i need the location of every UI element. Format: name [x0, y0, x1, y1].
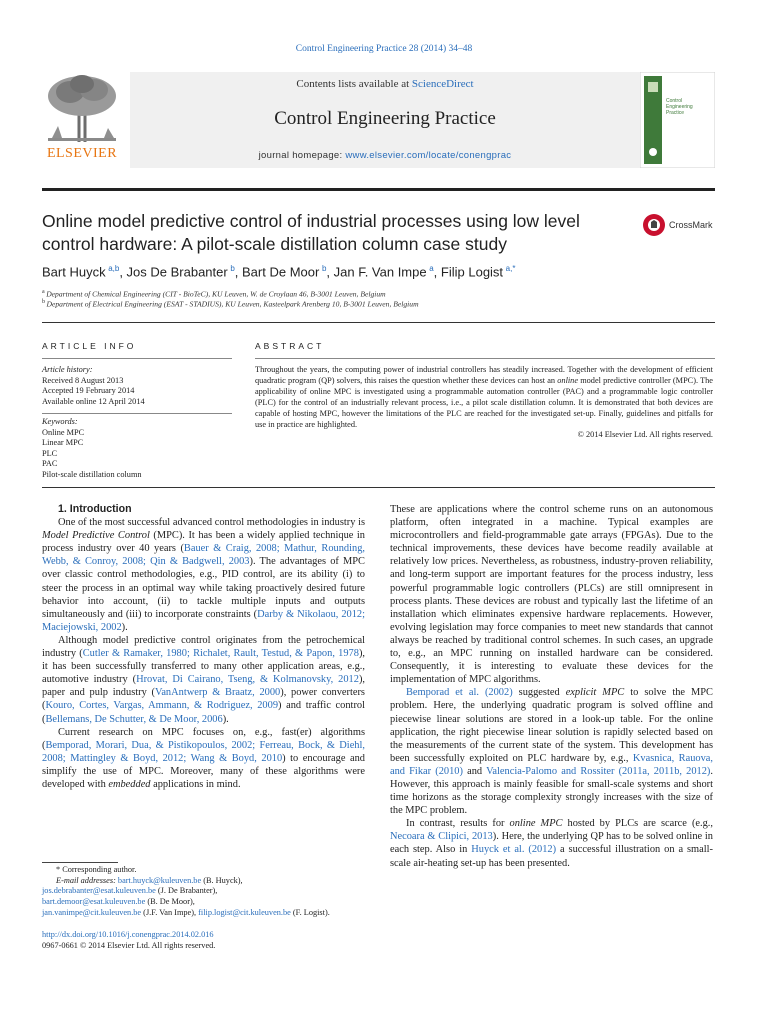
journal-cover-thumbnail[interactable]	[640, 72, 715, 168]
text-run: hosted by PLCs are scarce (e.g.,	[562, 818, 714, 830]
text-run: suggested	[512, 687, 566, 699]
keywords-rule	[42, 413, 232, 414]
keyword-item: Linear MPC	[42, 438, 84, 448]
journal-title: Control Engineering Practice	[274, 108, 496, 129]
paragraph	[390, 817, 713, 869]
elsevier-logo[interactable]	[42, 72, 122, 164]
keyword-item: Pilot-scale distillation column	[42, 469, 142, 479]
keywords-block	[42, 417, 232, 481]
journal-banner	[130, 72, 640, 168]
text-run: a successful illustration on a small-scale air-heating set-up has been presented.	[390, 844, 713, 869]
text-run: applications in mind.	[150, 778, 241, 790]
author-affil-sup[interactable]: b	[230, 264, 235, 273]
sciencedirect-link[interactable]: ScienceDirect	[411, 78, 474, 90]
email-owner: (F. Logist).	[290, 907, 330, 917]
homepage-prefix: journal homepage:	[258, 150, 346, 161]
body-column-left	[42, 503, 365, 791]
text-run: Although model predictive control originates from the petrochemical industry (	[42, 634, 365, 660]
keyword-item: PAC	[42, 459, 58, 469]
keyword-item: PLC	[42, 448, 58, 458]
corresponding-author-note: * Corresponding author.	[56, 865, 137, 874]
history-received: Received 8 August 2013	[42, 375, 124, 385]
history-online: Available online 12 April 2014	[42, 396, 145, 406]
cover-title-line1: Control	[666, 98, 683, 104]
abstract-rule	[255, 358, 715, 359]
text-run: ).	[222, 713, 229, 725]
abstract-heading: ABSTRACT	[255, 341, 325, 351]
author-list: Bart Huyck $^{a,b}$, Jos De Brabanter $^b$, Bart De Moor $^b$, Jan F. Van Impe $^a$, Filip Logist $^{a,*}$	[42, 264, 516, 280]
email-line	[42, 886, 372, 897]
affiliation-sup: a	[42, 289, 45, 295]
text-run: ), paper and pulp industry (	[42, 674, 365, 699]
affiliation	[42, 289, 715, 299]
doi-link[interactable]: http://dx.doi.org/10.1016/j.conengprac.2014.02.016	[42, 930, 214, 939]
section-heading: 1. Introduction	[58, 503, 132, 515]
citation-link[interactable]: Valencia-Palomo and Rossiter (2011a, 2011b, 2012)	[486, 765, 711, 777]
text-run: ) and traffic control (	[42, 700, 365, 725]
email-owner: (B. De Moor),	[145, 897, 195, 907]
text-run: One of the most successful advanced control methodologies in industry is	[58, 517, 365, 529]
email-owner: (B. Huyck),	[201, 875, 243, 885]
email-link[interactable]: filip.logist@cit.kuleuven.be	[198, 907, 291, 917]
issn-copyright: 0967-0661 © 2014 Elsevier Ltd. All rights reserved.	[42, 940, 216, 950]
text-run: ), power converters (	[42, 687, 365, 712]
history-label: Article history:	[42, 365, 93, 374]
crossmark-badge[interactable]	[640, 212, 716, 238]
abstract-text: model predictive controller (MPC). The applicability of online MPC is investigated using a programmable automation controller (PAC) and a programmable logic controller (PLC) for the control of an industrially relevant process, i.e., a pilot scale distillation column. It is demonstrated that both devices are capable of hosting MPC, however the limitations of the PLC are reached for the investigated set-up. Finally, guidelines and pitfalls for use in practice are highlighted.	[255, 375, 713, 429]
keyword-item: Online MPC	[42, 427, 85, 437]
text-run: ). Here, the underlying QP has to be solved online in each step. Also in	[390, 831, 713, 856]
author-name[interactable]: Bart De Moor	[242, 264, 320, 280]
email-line	[42, 876, 372, 887]
author-affil-sup[interactable]: a	[429, 264, 434, 273]
text-run: (MPC). It has been a widely applied technique in process industry over 40 years (	[42, 530, 365, 555]
crossmark-label: CrossMark	[669, 220, 713, 230]
abstract-text: Throughout the years, the computing power of industrial controllers has steadily increased. Together with the development of efficient quadratic program (QP) solvers, this raises the question whether these devices can host an	[255, 365, 713, 385]
text-emphasis: explicit MPC	[565, 687, 625, 699]
article-history	[42, 365, 232, 407]
author-name[interactable]: Bart Huyck	[42, 264, 106, 280]
publisher-logo-text: ELSEVIER	[46, 146, 118, 161]
email-line	[42, 897, 372, 908]
citation-link[interactable]: VanAntwerp & Braatz, 2000	[154, 687, 281, 699]
email-link[interactable]: bart.huyck@kuleuven.be	[117, 875, 202, 885]
paragraph	[42, 726, 365, 791]
footnote-divider	[42, 862, 118, 863]
cover-title-line3: Practice	[666, 110, 685, 116]
article-info-rule	[42, 358, 232, 359]
citation-link[interactable]: Bemporad et al. (2002)	[406, 687, 513, 699]
author-name[interactable]: Jos De Brabanter	[126, 264, 228, 280]
paragraph	[42, 634, 365, 726]
cover-title-line2: Engineering	[666, 104, 693, 110]
text-run: ) to encourage and simplify the use of MPC. Moreover, many of these algorithms were developed with	[42, 752, 365, 790]
text-run: In contrast, results for	[406, 818, 510, 830]
journal-header	[42, 72, 715, 168]
email-link[interactable]: jos.debrabanter@esat.kuleuven.be	[42, 886, 156, 896]
author-affil-sup[interactable]: b	[321, 264, 327, 273]
cover-image-icon	[640, 72, 715, 168]
keywords-label: Keywords:	[42, 417, 78, 426]
citation-link[interactable]: Kouro, Cortes, Vargas, Ammann, & Rodriguez, 2009	[45, 700, 279, 712]
author-affil-sup[interactable]: a,*	[505, 264, 516, 273]
citation-link[interactable]: Bellemans, De Schutter, & De Moor, 2006	[45, 713, 223, 725]
crossmark-icon	[640, 212, 716, 238]
affiliation-sup: b	[42, 299, 45, 305]
text-emphasis: online MPC	[509, 818, 563, 830]
author-name[interactable]: Jan F. Van Impe	[333, 264, 427, 280]
text-emphasis: embedded	[108, 778, 151, 790]
text-run: and	[462, 765, 487, 777]
doi-block	[42, 930, 215, 951]
header-divider	[42, 188, 715, 191]
affiliation-divider	[42, 322, 715, 323]
email-owner: (J.F. Van Impe),	[141, 907, 199, 917]
text-emphasis: Model Predictive Control	[42, 530, 150, 542]
footnotes	[42, 865, 372, 919]
journal-homepage-line	[130, 150, 640, 161]
citation-link[interactable]: Bemporad, Morari, Dua, & Pistikopoulos, 2002; Ferreau, Bock, & Diehl, 2008; Mattingley & Boyd, 2012; Wang & Boyd, 2010	[42, 739, 365, 764]
tree-logo-icon	[42, 72, 122, 146]
citation-link[interactable]: Hrovat, Di Cairano, Tseng, & Kolmanovsky, 2012	[136, 674, 359, 686]
email-label: E-mail addresses:	[56, 875, 118, 885]
text-run: ), it has been successfully transferred to many other application areas, e.g., automotive industry (	[42, 648, 365, 686]
text-run: . However, this approach is mainly feasible for small-scale systems and short time horizons as the storage complexity strongly increases with the size of the MPC problem.	[390, 765, 713, 817]
abstract-body	[255, 365, 713, 441]
text-run: ). The advantages of MPC over classic control methodologies, e.g., PID control, are its ability (i) to steer the process in an optimal way while taking proactively desired future behavior into account, (ii) to tackle multiple inputs and outputs simultaneously and (iii) to incorporate constraints (	[42, 556, 365, 620]
contents-prefix: Contents lists available at	[296, 78, 412, 90]
citation-link[interactable]: Cutler & Ramaker, 1980; Richalet, Rault, Testud, & Papon, 1978	[82, 648, 359, 660]
text-run: Current research on MPC focuses on, e.g., fast(er) algorithms (	[42, 726, 365, 751]
text-run: ).	[121, 621, 128, 633]
author-affil-sup[interactable]: a,b	[108, 264, 120, 273]
affiliation	[42, 299, 715, 309]
contents-available-line	[130, 78, 640, 90]
article-title: Online model predictive control of industrial processes using low level control hardware: A pilot-scale distillation column case study	[42, 211, 580, 254]
email-link[interactable]: jan.vanimpe@cit.kuleuven.be	[42, 907, 142, 917]
author-name[interactable]: Filip Logist	[440, 264, 504, 280]
citation-link[interactable]: Huyck et al. (2012)	[471, 844, 557, 856]
email-owner: (J. De Brabanter),	[155, 886, 218, 896]
email-link[interactable]: bart.demoor@esat.kuleuven.be	[42, 897, 146, 907]
front-matter-divider	[42, 487, 715, 488]
abstract-copyright: © 2014 Elsevier Ltd. All rights reserved.	[577, 430, 713, 440]
journal-reference-link[interactable]: Control Engineering Practice 28 (2014) 34–48	[295, 44, 473, 54]
email-line	[42, 908, 372, 919]
paragraph	[42, 516, 365, 634]
affiliation-text: Department of Electrical Engineering (ESAT - STADIUS), KU Leuven, Kasteelpark Arenberg 10, B-3001 Leuven, Belgium	[46, 299, 419, 309]
citation-link[interactable]: Darby & Nikolaou, 2012; Maciejowski, 2002	[42, 608, 365, 633]
abstract-emphasis: online	[557, 375, 579, 385]
history-accepted: Accepted 19 February 2014	[42, 386, 135, 396]
body-column-right	[390, 503, 713, 870]
paragraph	[390, 686, 713, 817]
affiliation-text: Department of Chemical Engineering (CIT - BioTeC), KU Leuven, W. de Croylaan 46, B-3001 Leuven, Belgium	[46, 289, 386, 299]
citation-link[interactable]: Kvasnica, Rauova, and Fikar (2010)	[390, 752, 713, 777]
paragraph: These are applications where the control scheme runs on an autonomous platform, often integrated in a machine. Typical examples are microcontrollers and field-programmable gate arrays (FPGAs). Due to the technical improvements, these devices have become readily available at relatively low prices. Nevertheless, as robustness, industry-proven reliability, and long-term support are important features for the process industry, less powerful programmable logic controllers (PLCs) are still omnipresent in process plants. These devices are robust and typically last the lifetime of an installation which eliminates expensive hardware replacements. However, evolving legislation may force companies to meet new standards that cannot always be reached by traditional control schemes. In such cases, an upgrade to, e.g., an MPC running on installed hardware can be considered. Consequently, it is interesting to evaluate these devices for the implementation of MPC algorithms.	[390, 504, 713, 686]
text-run: to solve the MPC problem. Here, the underlying quadratic program is solved offline and piecewise linear solutions are stored in a look-up table. For the online application, the right piecewise linear solution is rapidly selected based on the measurements of the current state of the system. This development has been successfully exploited on PLC hardware by, e.g.,	[390, 687, 713, 764]
journal-homepage-link[interactable]: www.elsevier.com/locate/conengprac	[345, 150, 512, 161]
citation-link[interactable]: Necoara & Clipici, 2013	[390, 831, 493, 843]
citation-link[interactable]: Bauer & Craig, 2008; Mathur, Rounding, Webb, & Conroy, 2008; Qin & Badgwell, 2003	[42, 543, 365, 568]
article-info-heading: ARTICLE INFO	[42, 341, 137, 351]
